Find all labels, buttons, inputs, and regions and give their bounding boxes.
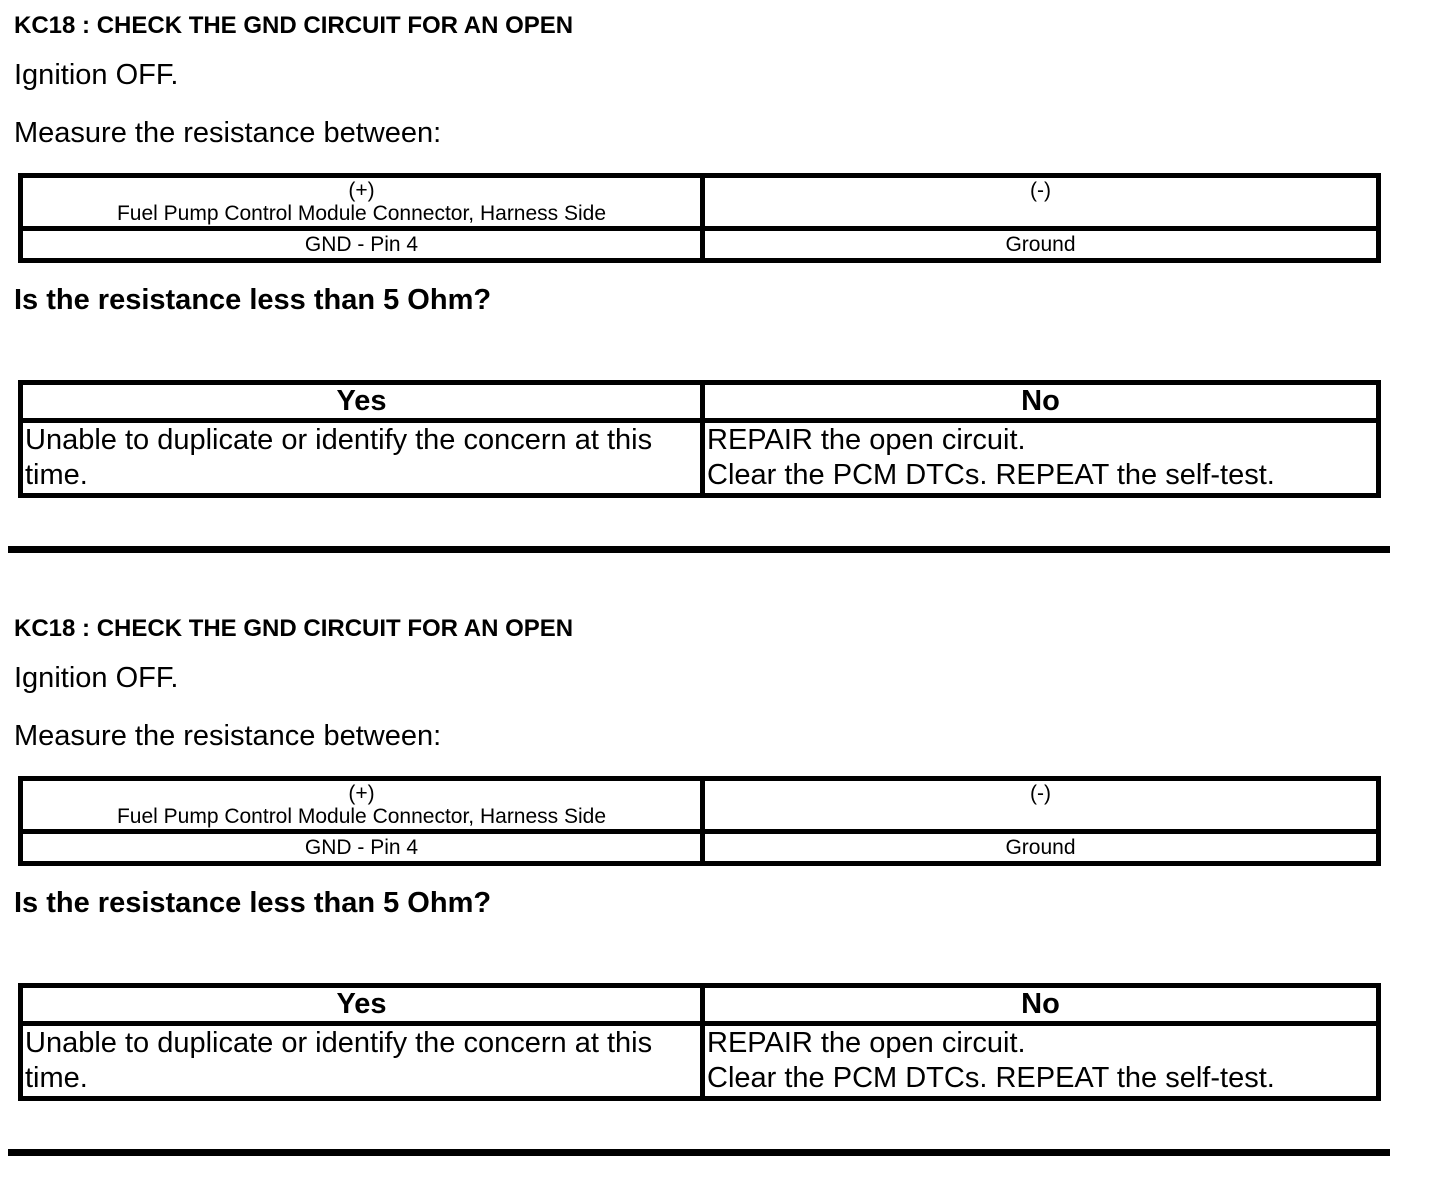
positive-header-cell bbox=[21, 779, 703, 832]
no-action-line-2: Clear the PCM DTCs. REPEAT the self-test. bbox=[707, 459, 1275, 491]
positive-header-cell bbox=[21, 176, 703, 229]
decision-header-row bbox=[21, 986, 1379, 1024]
negative-polarity-label: (-) bbox=[1030, 782, 1051, 805]
negative-header-cell bbox=[703, 779, 1379, 832]
pinpoint-test-section-1 bbox=[14, 12, 1440, 553]
instruction-ignition-off: Ignition OFF. bbox=[14, 59, 179, 91]
step-heading: KC18 : CHECK THE GND CIRCUIT FOR AN OPEN bbox=[14, 615, 574, 642]
no-column-header: No bbox=[703, 383, 1379, 421]
section-divider bbox=[8, 1149, 1390, 1156]
positive-connector-label: Fuel Pump Control Module Connector, Harness Side bbox=[116, 202, 607, 225]
positive-polarity-label: (+) bbox=[348, 782, 375, 805]
decision-table bbox=[18, 983, 1381, 1101]
decision-action-row bbox=[21, 1024, 1379, 1099]
measurement-value-row bbox=[21, 229, 1379, 261]
no-action-line-2: Clear the PCM DTCs. REPEAT the self-test. bbox=[707, 1062, 1275, 1094]
positive-polarity-label: (+) bbox=[348, 179, 375, 202]
decision-question: Is the resistance less than 5 Ohm? bbox=[14, 887, 492, 919]
positive-connector-label: Fuel Pump Control Module Connector, Harness Side bbox=[116, 805, 607, 828]
decision-table bbox=[18, 380, 1381, 498]
negative-measurement-point: Ground bbox=[703, 229, 1379, 261]
no-action-cell bbox=[703, 1024, 1379, 1099]
no-action-line-1: REPAIR the open circuit. bbox=[707, 424, 1026, 456]
negative-polarity-label: (-) bbox=[1030, 179, 1051, 202]
yes-column-header: Yes bbox=[21, 383, 703, 421]
measurement-header-row bbox=[21, 779, 1379, 832]
decision-action-row bbox=[21, 421, 1379, 496]
pinpoint-test-section-2 bbox=[14, 615, 1440, 1156]
yes-action-cell: Unable to duplicate or identify the concern at this time. bbox=[21, 421, 703, 496]
no-action-line-1: REPAIR the open circuit. bbox=[707, 1027, 1026, 1059]
instruction-measure-resistance: Measure the resistance between: bbox=[14, 720, 442, 752]
measurement-header-row bbox=[21, 176, 1379, 229]
no-column-header: No bbox=[703, 986, 1379, 1024]
measurement-table bbox=[18, 776, 1381, 866]
positive-measurement-point: GND - Pin 4 bbox=[21, 832, 703, 864]
measurement-value-row bbox=[21, 832, 1379, 864]
instruction-ignition-off: Ignition OFF. bbox=[14, 662, 179, 694]
step-heading: KC18 : CHECK THE GND CIRCUIT FOR AN OPEN bbox=[14, 12, 574, 39]
negative-header-cell bbox=[703, 176, 1379, 229]
no-action-cell bbox=[703, 421, 1379, 496]
decision-question: Is the resistance less than 5 Ohm? bbox=[14, 284, 492, 316]
measurement-table bbox=[18, 173, 1381, 263]
yes-action-cell: Unable to duplicate or identify the concern at this time. bbox=[21, 1024, 703, 1099]
instruction-measure-resistance: Measure the resistance between: bbox=[14, 117, 442, 149]
positive-measurement-point: GND - Pin 4 bbox=[21, 229, 703, 261]
yes-column-header: Yes bbox=[21, 986, 703, 1024]
decision-header-row bbox=[21, 383, 1379, 421]
negative-measurement-point: Ground bbox=[703, 832, 1379, 864]
section-divider bbox=[8, 546, 1390, 553]
